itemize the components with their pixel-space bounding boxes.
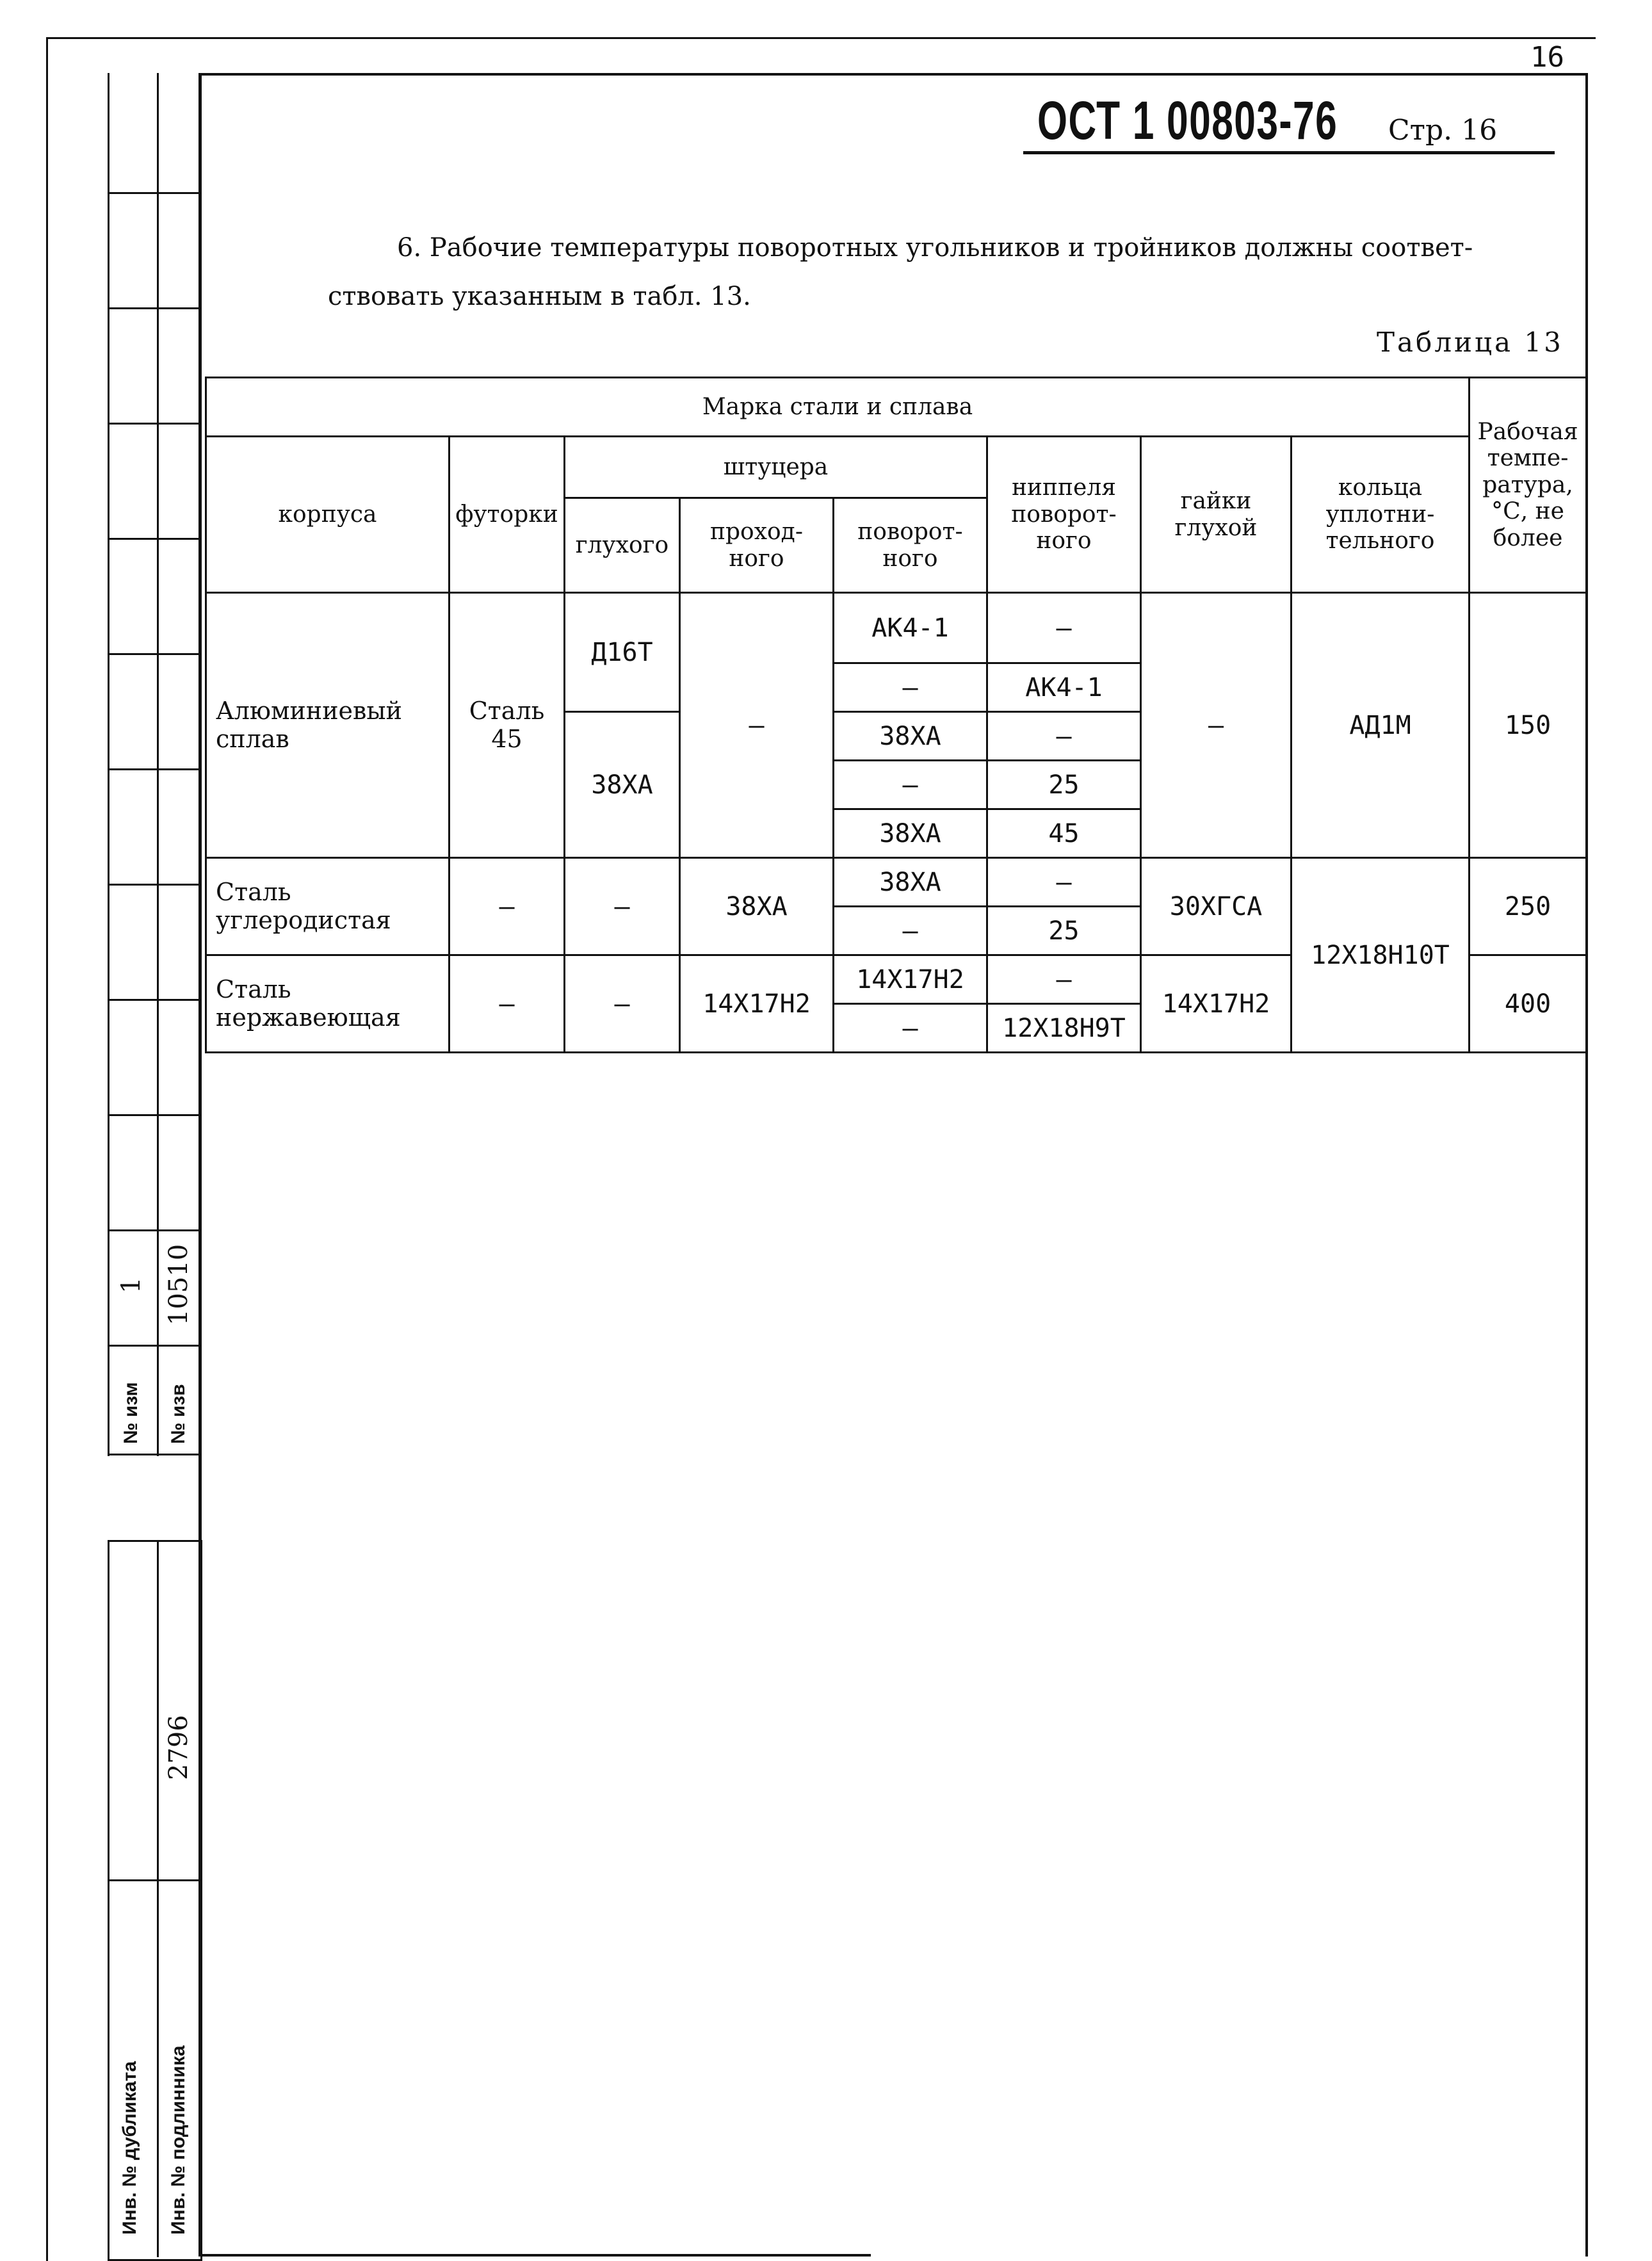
main-frame-top [198, 73, 1588, 76]
sidebar-row-11 [108, 1345, 200, 1347]
r1-nippel-3: – [987, 712, 1141, 761]
table-title: Таблица 13 [1377, 327, 1564, 358]
r1-korpus: Алюминиевый сплав [206, 593, 449, 858]
sidebar-row-10 [108, 1229, 200, 1231]
temp-header: Рабочая темпе- ратура, °С, не более [1470, 378, 1587, 593]
izm-label: № изм [120, 1382, 142, 1444]
r1-kolco: АД1М [1292, 593, 1470, 858]
r1-nippel-2: АК4-1 [987, 663, 1141, 712]
col-povorotnogo: поворот- ного [834, 498, 987, 593]
r2-nippel-2: 25 [987, 907, 1141, 955]
r1-povorot-4: – [834, 761, 987, 809]
r3-nippel-1: – [987, 955, 1141, 1004]
col-korpusa: корпуса [206, 437, 449, 593]
paragraph-line-2: ствовать указанным в табл. 13. [328, 282, 751, 311]
r1-povorot-5: 38ХА [834, 809, 987, 858]
izm-value: 1 [117, 1277, 146, 1293]
r3-prohod: 14Х17Н2 [680, 955, 834, 1053]
header-underline [1023, 151, 1555, 154]
r3-povorot-1: 14Х17Н2 [834, 955, 987, 1004]
r3-nippel-2: 12Х18Н9Т [987, 1004, 1141, 1053]
outer-frame-left [46, 38, 48, 2261]
standard-designation: ОСТ 1 00803-76 [1037, 90, 1338, 150]
r2-prohod: 38ХА [680, 858, 834, 955]
r3-korpus: Сталь нержавеющая [206, 955, 449, 1053]
izv-value: 10510 [164, 1244, 193, 1325]
dubl-label: Инв. № дубликата [119, 2061, 140, 2235]
r1-nippel-5: 45 [987, 809, 1141, 858]
podl-value: 2796 [164, 1715, 193, 1780]
table-13 [205, 377, 1587, 1053]
r3-gluh: – [565, 955, 680, 1053]
sidebar-row-5 [108, 653, 200, 655]
r2-kolco: 12Х18Н10Т [1292, 858, 1470, 1053]
r1-povorot-1: АК4-1 [834, 593, 987, 663]
podl-label: Инв. № подлинника [168, 2045, 189, 2235]
izv-label: № изв [168, 1384, 189, 1444]
r1-temp: 150 [1470, 593, 1587, 858]
col-futorki: футорки [449, 437, 565, 593]
r1-nippel-4: 25 [987, 761, 1141, 809]
r2-futorka: – [449, 858, 565, 955]
col-shtucera: штуцера [565, 437, 987, 498]
page-label: Стр. 16 [1388, 114, 1498, 147]
col-nippelya: ниппеля поворот- ного [987, 437, 1141, 593]
col-gaiki: гайки глухой [1141, 437, 1292, 593]
sidebar-row-2 [108, 307, 200, 309]
sidebar-row-9 [108, 1114, 200, 1116]
r3-futorka: – [449, 955, 565, 1053]
sidebar-row-4 [108, 538, 200, 540]
r2-temp: 250 [1470, 858, 1587, 955]
inventory-divider [157, 1540, 159, 2257]
sidebar-row-8 [108, 999, 200, 1001]
r2-korpus: Сталь углеродистая [206, 858, 449, 955]
main-frame-bottom [198, 2254, 871, 2257]
r1-gluh-a: Д16Т [565, 593, 680, 712]
col-kolca: кольца уплотни- тельного [1292, 437, 1470, 593]
inventory-row [108, 1879, 200, 1881]
r3-povorot-2: – [834, 1004, 987, 1053]
group-header: Марка стали и сплава [206, 378, 1470, 437]
col-gluhogo: глухого [565, 498, 680, 593]
r2-povorot-1: 38ХА [834, 858, 987, 907]
r1-povorot-2: – [834, 663, 987, 712]
col-prohodnogo: проход- ного [680, 498, 834, 593]
r2-povorot-2: – [834, 907, 987, 955]
sidebar-row-12 [108, 1454, 200, 1455]
r2-gaika: 30ХГСА [1141, 858, 1292, 955]
paragraph-line-1: 6. Рабочие температуры поворотных угольников и тройников должны соответ- [397, 233, 1473, 263]
sidebar-row-6 [108, 768, 200, 770]
r1-povorot-3: 38ХА [834, 712, 987, 761]
r1-prohod: – [680, 593, 834, 858]
page-number: 16 [1530, 41, 1564, 74]
r3-gaika: 14Х17Н2 [1141, 955, 1292, 1053]
sidebar-row-7 [108, 884, 200, 886]
r1-gaika: – [1141, 593, 1292, 858]
r3-temp: 400 [1470, 955, 1587, 1053]
r1-gluh-b: 38ХА [565, 712, 680, 858]
r1-futorka: Сталь 45 [449, 593, 565, 858]
r1-nippel-1: – [987, 593, 1141, 663]
outer-frame-top [46, 37, 1596, 39]
sidebar-row-3 [108, 423, 200, 425]
sidebar-row-1 [108, 192, 200, 194]
sidebar-left-edge [108, 73, 109, 1456]
r2-gluh: – [565, 858, 680, 955]
r2-nippel-1: – [987, 858, 1141, 907]
sidebar-divider [157, 73, 159, 1456]
